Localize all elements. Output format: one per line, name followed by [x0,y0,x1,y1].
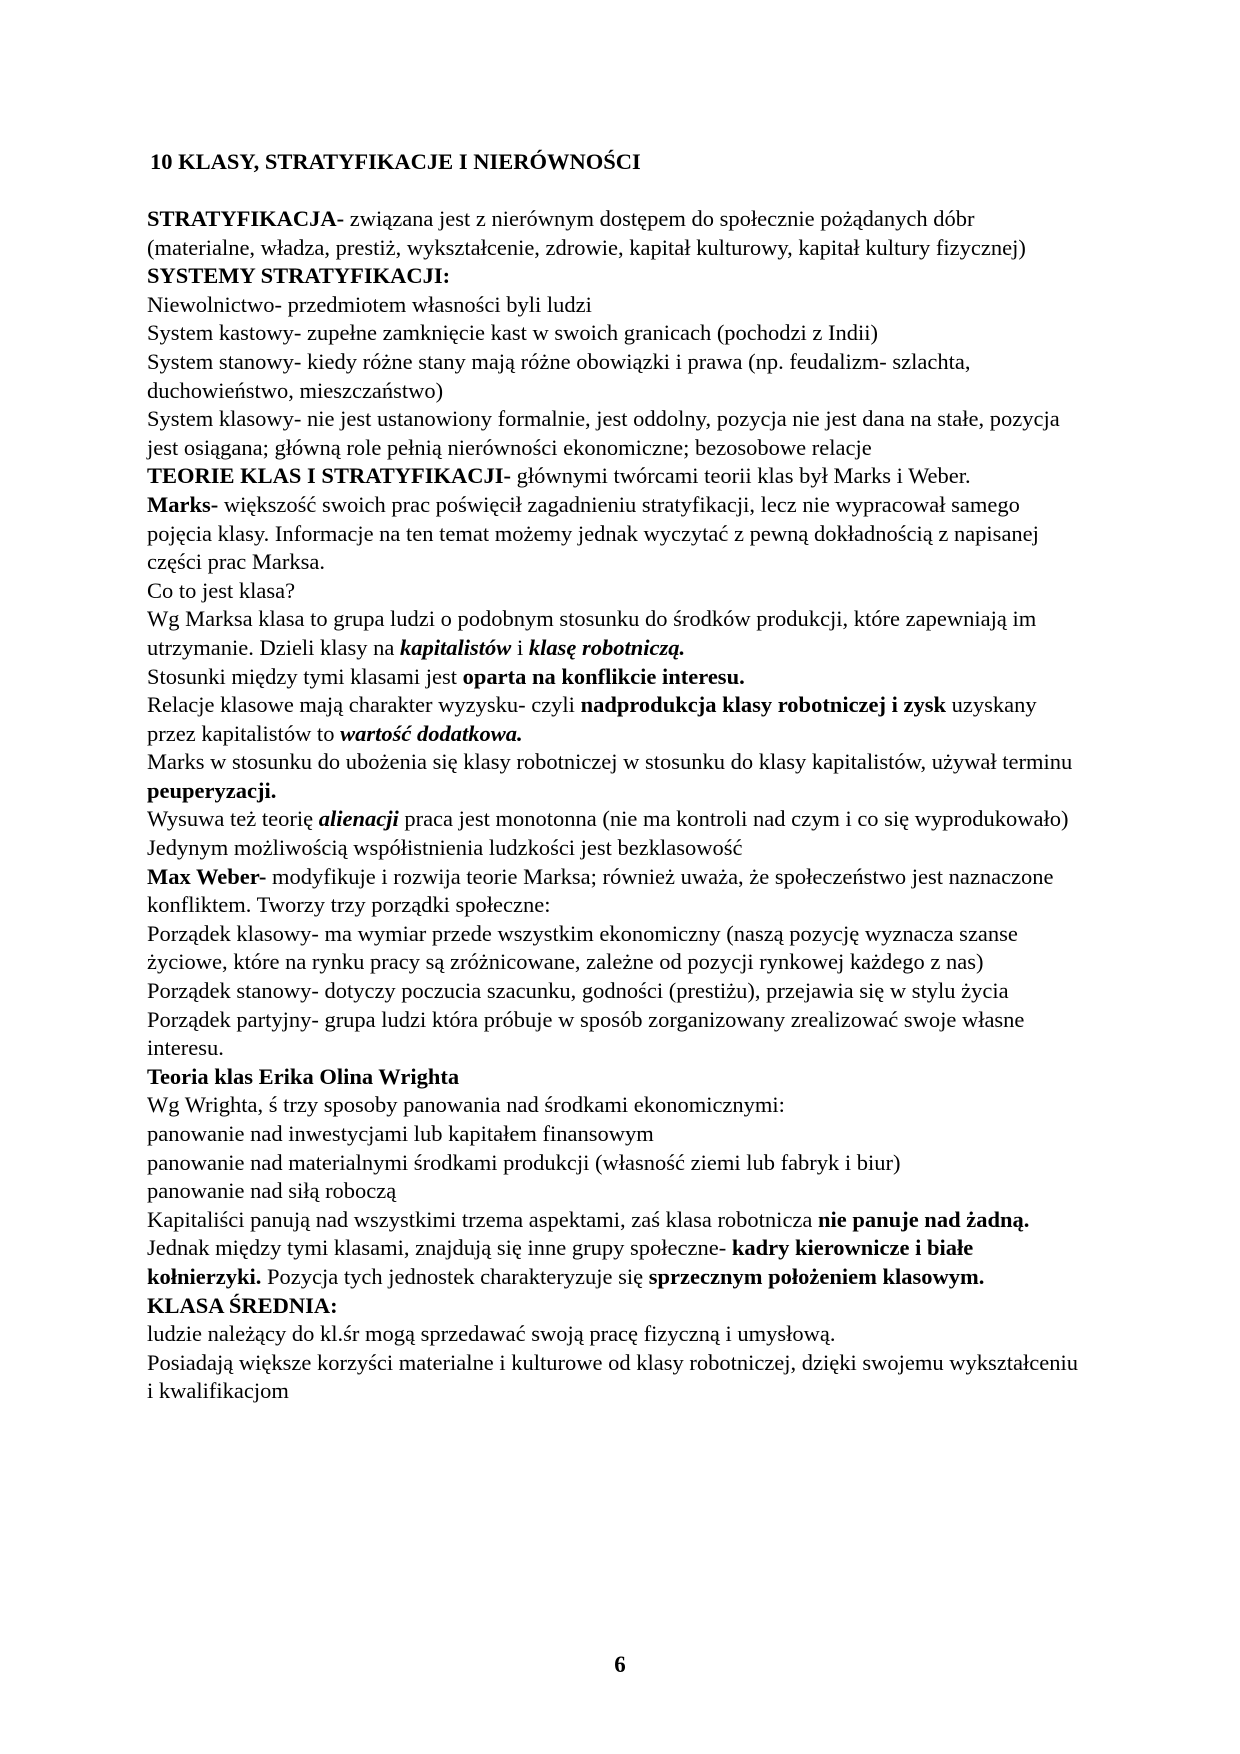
page-title: 10 KLASY, STRATYFIKACJE I NIERÓWNOŚCI [150,149,641,174]
text-run: System klasowy- nie jest ustanowiony formalnie, jest oddolny, pozycja nie jest dana na stałe, pozycja jest osiągana; główną role pełnią nierówności ekonomiczne; bezosobowe relacje [147,406,1060,460]
text-run: większość swoich prac poświęcił zagadnieniu stratyfikacji, lecz nie wypracował samego pojęcia klasy. Informacje na ten temat możemy jednak wyczytać z pewną dokładnością z napisanej części prac Marksa. [147,491,1039,575]
bold-text: kadry kierownicze i białe kołnierzyki. [147,1235,974,1289]
paragraph [147,1120,1087,1149]
paragraph [147,291,1087,320]
paragraph [147,1292,1087,1321]
paragraph [147,805,1087,834]
paragraph [147,319,1087,348]
paragraph [147,1091,1087,1120]
paragraph [147,1349,1087,1406]
paragraph [147,491,1087,577]
text-run: Stosunki między tymi klasami jest [147,663,463,689]
bold-text: Marks- [147,491,219,517]
bold-text: Max Weber- [147,863,267,889]
text-run: System kastowy- zupełne zamknięcie kast w swoich granicach (pochodzi z Indii) [147,320,879,346]
emphasized-term: wartość dodatkowa. [340,720,523,746]
bold-text: nie panuje nad żadną. [818,1206,1030,1232]
paragraph [147,1177,1087,1206]
paragraph [147,977,1087,1006]
text-run: Niewolnictwo- przedmiotem własności byli ludzi [147,291,592,317]
paragraph [147,691,1087,748]
emphasized-term: alienacji [318,806,399,832]
paragraph [147,577,1087,606]
paragraph [147,920,1087,977]
paragraph [147,1149,1087,1178]
page-number: 6 [614,1652,626,1677]
text-run: System stanowy- kiedy różne stany mają różne obowiązki i prawa (np. feudalizm- szlachta, duchowieństwo, mieszczaństwo) [147,348,971,403]
paragraph [147,663,1087,692]
paragraph [147,262,1087,291]
paragraph [147,1320,1087,1349]
text-run: Wg Wrighta, ś trzy sposoby panowania nad środkami ekonomicznymi: [147,1092,785,1118]
text-run: panowanie nad inwestycjami lub kapitałem finansowym [147,1121,654,1146]
text-run: panowanie nad materialnymi środkami produkcji (własność ziemi lub fabryk i biur) [147,1149,901,1175]
emphasized-term: kapitalistów [400,634,512,660]
bold-text: oparta na konflikcie interesu. [462,663,745,689]
text-run: Pozycja tych jednostek charakteryzuje się [261,1263,649,1289]
text-run: panowanie nad siłą roboczą [147,1178,397,1204]
document-body [147,205,1087,1406]
bold-text: peuperyzacji. [147,777,277,803]
paragraph [147,405,1087,462]
text-run: głównymi twórcami teorii klas był Marks i Weber. [511,463,971,489]
text-run: Relacje klasowe mają charakter wyzysku- czyli [147,692,581,718]
paragraph [147,205,1087,262]
text-run: Wysuwa też teorię [147,806,319,832]
bold-text: KLASA ŚREDNIA: [147,1292,338,1318]
bold-text: TEORIE KLAS I STRATYFIKACJI- [147,463,512,489]
paragraph [147,1006,1087,1063]
text-run: i [511,634,529,660]
bold-text: nadprodukcja klasy robotniczej i zysk [580,692,947,718]
paragraph [147,863,1087,920]
text-run: ludzie należący do kl.śr mogą sprzedawać swoją pracę fizyczną i umysłową. [147,1321,836,1347]
emphasized-term: klasę robotniczą. [528,634,686,660]
paragraph [147,1206,1087,1292]
text-run: Porządek partyjny- grupa ludzi która próbuje w sposób zorganizowany zrealizować swoje własne interesu. [147,1006,1025,1061]
text-run: Porządek klasowy- ma wymiar przede wszystkim ekonomiczny (naszą pozycję wyznacza szanse życiowe, które na rynku pracy są zróżnicowane, zależne od pozycji rynkowej każdego z nas) [147,920,1018,975]
text-run: Posiadają większe korzyści materialne i kulturowe od klasy robotniczej, dzięki swojemu wykształceniu i kwalifikacjom [147,1349,1078,1404]
paragraph [147,748,1087,805]
text-run: uzyskany przez kapitalistów to [147,692,1037,746]
bold-text: SYSTEMY STRATYFIKACJI: [147,263,451,289]
text-run: związana jest z nierównym dostępem do społecznie pożądanych dóbr (materialne, władza, prestiż, wykształcenie, zdrowie, kapitał kulturowy, kapitał kultury fizycznej) [147,206,1026,260]
text-run: Marks w stosunku do ubożenia się klasy robotniczej w stosunku do klasy kapitalistów, używał terminu [147,749,1073,775]
paragraph [147,1063,1087,1092]
text-run: Wg Marksa klasa to grupa ludzi o podobnym stosunku do środków produkcji, które zapewniają im utrzymanie. Dzieli klasy na [147,606,1037,660]
text-run: praca jest monotonna (nie ma kontroli nad czym i co się wyprodukowało) [398,806,1069,832]
text-run: Kapitaliści panują nad wszystkimi trzema aspektami, zaś klasa robotnicza [147,1206,819,1232]
bold-text: Teoria klas Erika Olina Wrighta [147,1063,460,1089]
text-run: modyfikuje i rozwija teorie Marksa; również uważa, że społeczeństwo jest naznaczone konfliktem. Tworzy trzy porządki społeczne: [147,863,1054,918]
text-run: Porządek stanowy- dotyczy poczucia szacunku, godności (prestiżu), przejawia się w stylu życia [147,978,1009,1004]
text-run: Jedynym możliwością współistnienia ludzkości jest bezklasowość [147,835,743,861]
bold-text: STRATYFIKACJA- [147,206,345,231]
paragraph [147,834,1087,863]
paragraph [147,348,1087,405]
text-run: Jednak między tymi klasami, znajdują się inne grupy społeczne- [147,1235,732,1261]
paragraph [147,462,1087,491]
bold-text: sprzecznym położeniem klasowym. [648,1263,985,1289]
text-run: Co to jest klasa? [147,577,296,603]
paragraph [147,605,1087,662]
